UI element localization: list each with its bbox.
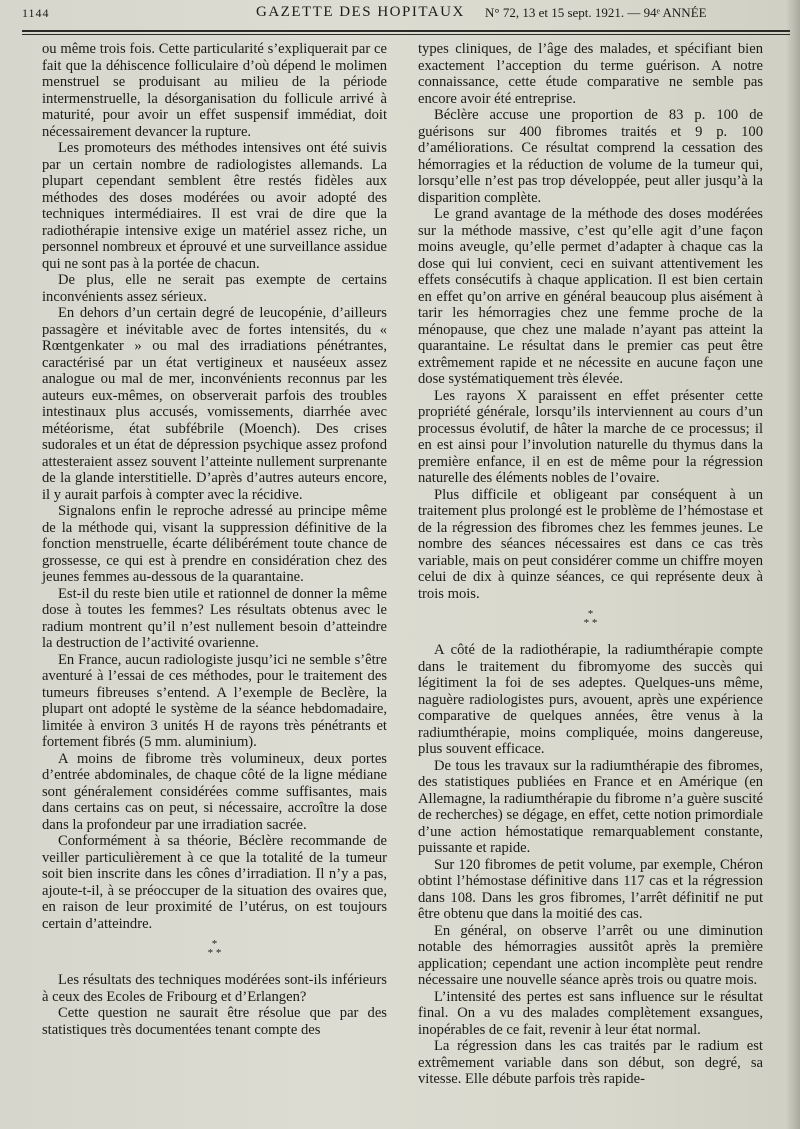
paragraph: types cliniques, de l’âge des malades, et spécifiant bien exactement l’acception du terme guérison. A notre connaissance, cette étude comparative ne semble pas encore avoir été entreprise. bbox=[418, 41, 763, 107]
paragraph: En France, aucun radiologiste jusqu’ici ne semble s’être aventuré à l’essai de ces méthodes, pour le traitement des tumeurs fibreuses s’entend. A l’exemple de Beclère, la plupart ont adopté le système de la séance hebdomadaire, limitée à environ 3 unités H de rayons très pénétrants et fortement fibrés (5 mm. aluminium). bbox=[42, 651, 387, 750]
paragraph: En dehors d’un certain degré de leucopénie, d’ailleurs passagère et inévitable avec de fortes intensités, du « Rœntgenkater » ou mal des irradiations pénétrantes, caractérisé par un état vertigineux et nauséeux assez analogue ou mal de mer, inconvénients reconnus par les auteurs eux-mêmes, on observerait parfois des troubles intestinaux plus accusés, vomissements, diarrhée avec météorisme, état subfébrile (Moench). Des crises sudorales et un état de dépression psychique assez profond attesteraient assez souvent l’atteinte nullement surprenante de la glande interstitielle. D’après d’autres auteurs encore, il y aurait parfois à compter avec la récidive. bbox=[42, 305, 387, 503]
paragraph: Le grand avantage de la méthode des doses modérées sur la méthode massive, c’est qu’elle agit d’une façon moins aveugle, qu’elle permet d’adapter à chaque cas la dose qui lui convient, ceci en suivant attentivement les effets consécutifs à chaque application. Il est bien certain en effet qu’on arrive en général beaucoup plus aisément à tarir les hémorragies chez une femme proche de la ménopause, que chez une malade n’ayant pas atteint la quarantaine. Le résultat dans le premier cas peut être extrêmement rapide et ne nécessite en aucune façon une dose systématiquement très élevée. bbox=[418, 206, 763, 387]
separator-star: * bbox=[211, 938, 218, 950]
paragraph: Est-il du reste bien utile et rationnel de donner la même dose à toutes les femmes? Les résultats obtenus avec le radium montrent qu’il n’est nullement besoin d’atteindre la destruction de l’activité ovarienne. bbox=[42, 585, 387, 651]
paragraph: Les promoteurs des méthodes intensives ont été suivis par un certain nombre de radiologistes allemands. La plupart cependant semblent être restés fidèles aux méthodes des doses modérées ou avoir adopté des techniques intermédiaires. Il est vrai de dire que la radiothérapie intensive exige un matériel assez riche, un personnel nombreux et éprouvé et une surveillance assidue qui ne sont pas à la portée de chacun. bbox=[42, 140, 387, 272]
section-separator bbox=[418, 610, 763, 628]
separator-star: * bbox=[587, 608, 594, 620]
paragraph: Sur 120 fibromes de petit volume, par exemple, Chéron obtint l’hémostase définitive dans 117 cas et la régression dans 108. Dans les gros fibromes, l’arrêt définitif ne put être obtenu que dans la moitié des cas. bbox=[418, 856, 763, 922]
separator-stars: * * bbox=[207, 947, 222, 959]
paragraph: Conformément à sa théorie, Béclère recommande de veiller particulièrement à ce que la totalité de la tumeur soit bien inscrite dans les cônes d’irradiation. Il n’y a pas, ajoute-t-il, à se préoccuper de la situation des ovaires que, en raison de leur proximité de l’utérus, on est toujours certain d’atteindre. bbox=[42, 833, 387, 932]
paragraph: De plus, elle ne serait pas exempte de certains inconvénients assez sérieux. bbox=[42, 272, 387, 305]
header-rule-thick bbox=[22, 30, 790, 32]
paragraph: Les résultats des techniques modérées sont-ils inférieurs à ceux des Ecoles de Fribourg et d’Erlangen? bbox=[42, 972, 387, 1005]
paragraph: Signalons enfin le reproche adressé au principe même de la méthode qui, visant la suppression définitive de la fonction menstruelle, écarte délibérément toute chance de grossesse, ce qui est à prendre en considération chez des jeunes femmes au-dessous de la quarantaine. bbox=[42, 503, 387, 585]
page-edge-shadow bbox=[786, 0, 800, 1129]
section-separator bbox=[42, 940, 387, 958]
paragraph: A côté de la radiothérapie, la radiumthérapie compte dans le traitement du fibromyome des succès qui légitiment la foi de ses adeptes. Quelques-uns même, naguère radiologistes purs, avouent, après une expérience comparative de quelques années, être venus à la radiumthérapie, moins compliquée, moins dangereuse, plus souvent efficace. bbox=[418, 642, 763, 757]
paragraph: En général, on observe l’arrêt ou une diminution notable des hémorragies aussitôt après la première application; cependant une action incomplète peut rendre nécessaire une nouvelle séance après trois ou quatre mois. bbox=[418, 922, 763, 988]
header-rule-thin bbox=[22, 34, 790, 35]
paragraph: Cette question ne saurait être résolue que par des statistiques très documentées tenant compte des bbox=[42, 1005, 387, 1038]
issue-info: N° 72, 13 et 15 sept. 1921. — 94ᵉ ANNÉE bbox=[485, 5, 707, 20]
page-number: 1144 bbox=[22, 6, 50, 20]
paragraph: L’intensité des pertes est sans influence sur le résultat final. On a vu des malades complètement exsangues, inopérables de ce fait, revenir à leur état normal. bbox=[418, 988, 763, 1038]
paragraph: La régression dans les cas traités par le radium est extrêmement variable dans son début, son degré, sa vitesse. Elle débute parfois très rapide- bbox=[418, 1038, 763, 1087]
paragraph: Plus difficile et obligeant par conséquent à un traitement plus prolongé est le problème de l’hémostase et de la régression des fibromes chez les femmes jeunes. Le nombre des séances nécessaires est dans ce cas très variable, mais on peut considérer comme un chiffre moyen celui de dix à quinze séances, ce qui représente deux à trois mois. bbox=[418, 486, 763, 602]
paragraph: Béclère accuse une proportion de 83 p. 100 de guérisons sur 400 fibromes traités et 9 p. 100 d’améliorations. Ce résultat comprend la cessation des hémorragies et la réduction de volume de la tumeur qui, lorsqu’elle n’est pas trop développée, peut aller jusqu’à la disparition complète. bbox=[418, 107, 763, 206]
paragraph: Les rayons X paraissent en effet présenter cette propriété générale, lorsqu’ils interviennent au cours d’un processus évolutif, de hâter la marche de ce processus; il en est ainsi pour l’involution naturelle du thymus dans la première enfance, il en est de même pour la régression naturelle des éléments nobles de l’ovaire. bbox=[418, 387, 763, 486]
paragraph: ou même trois fois. Cette particularité s’expliquerait par ce fait que la déhiscence folliculaire d’où dépend le molimen menstruel se produisant au milieu de la période intermenstruelle, la désorganisation du follicule arrivé à maturité, pour avoir un effet suspensif immédiat, doit nécessairement devancer la rupture. bbox=[42, 41, 387, 140]
left-column bbox=[42, 41, 387, 1038]
right-column bbox=[418, 41, 763, 1088]
separator-stars: * * bbox=[583, 617, 598, 629]
journal-title: GAZETTE DES HOPITAUX bbox=[256, 4, 465, 20]
paragraph: A moins de fibrome très volumineux, deux portes d’entrée abdominales, de chaque côté de la ligne médiane sont généralement considérées comme suffisantes, mais dans certains cas on peut, si nécessaire, accroître la dose dans la profondeur par une irradiation sacrée. bbox=[42, 750, 387, 833]
page-header bbox=[0, 2, 790, 28]
paragraph: De tous les travaux sur la radiumthérapie des fibromes, des statistiques publiées en France et en Amérique (en Allemagne, la radiumthérapie du fibrome n’a guère suscité de recherches) se dégage, en effet, cette notion primordiale d’une action hémostatique remarquablement constante, puissante et rapide. bbox=[418, 757, 763, 856]
